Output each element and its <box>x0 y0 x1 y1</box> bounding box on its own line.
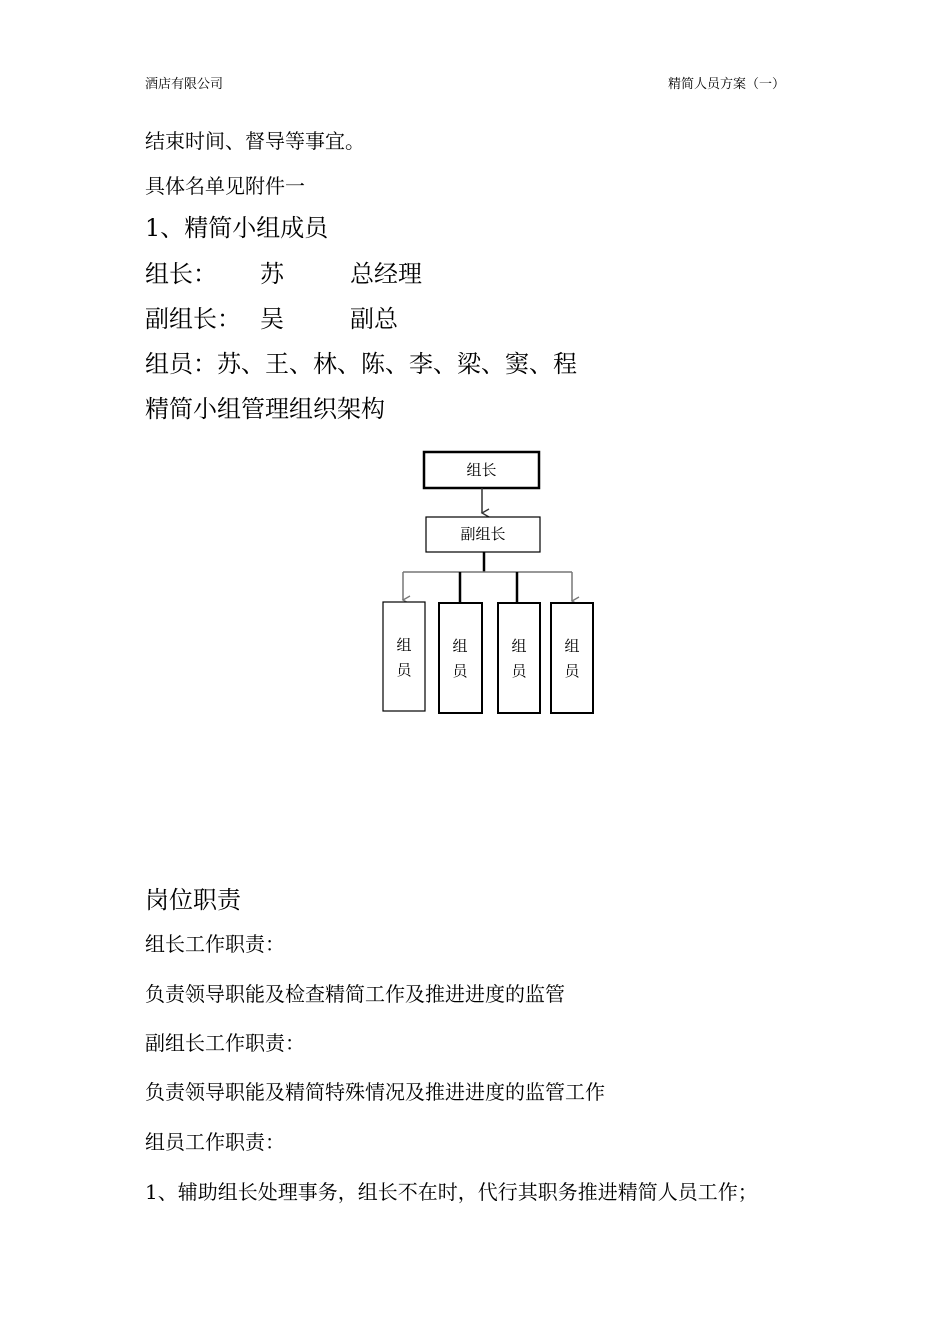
leader-name: 苏 <box>260 260 284 288</box>
deputy-name: 吴 <box>260 305 284 333</box>
deputy-duty-text: 负责领导职能及精简特殊情况及推进进度的监管工作 <box>145 1080 605 1104</box>
leader-duty-heading: 组长工作职责： <box>145 932 285 956</box>
member-duty-heading: 组员工作职责： <box>145 1130 285 1154</box>
staff-line: 组员：苏、王、林、陈、李、梁、窦、程 <box>145 350 577 378</box>
deputy-label: 副组长： <box>145 305 241 333</box>
org-heading: 精简小组管理组织架构 <box>145 395 385 423</box>
org-member-label: 组 员 <box>511 637 527 680</box>
org-deputy-label: 副组长 <box>460 525 506 543</box>
org-member-label: 组 员 <box>396 636 412 679</box>
org-leader-label: 组长 <box>466 461 497 479</box>
deputy-duty-heading: 副组长工作职责： <box>145 1031 305 1055</box>
member-duty-item-1: 1、辅助组长处理事务，组长不在时，代行其职务推进精简人员工作； <box>145 1180 758 1204</box>
header-company: 酒店有限公司 <box>145 77 224 92</box>
intro-line-1: 结束时间、督导等事宜。 <box>145 129 365 153</box>
intro-line-2: 具体名单见附件一 <box>145 174 305 198</box>
leader-duty-text: 负责领导职能及检查精简工作及推进进度的监管 <box>145 982 565 1006</box>
leader-label: 组长： <box>145 260 217 288</box>
members-heading: 1、精简小组成员 <box>145 214 329 242</box>
org-member-label: 组 员 <box>452 637 468 680</box>
leader-title: 总经理 <box>350 260 422 288</box>
duties-heading: 岗位职责 <box>145 886 241 914</box>
header-doc-title: 精简人员方案（一） <box>668 77 786 92</box>
org-member-label: 组 员 <box>564 637 580 680</box>
deputy-title: 副总 <box>350 305 398 333</box>
